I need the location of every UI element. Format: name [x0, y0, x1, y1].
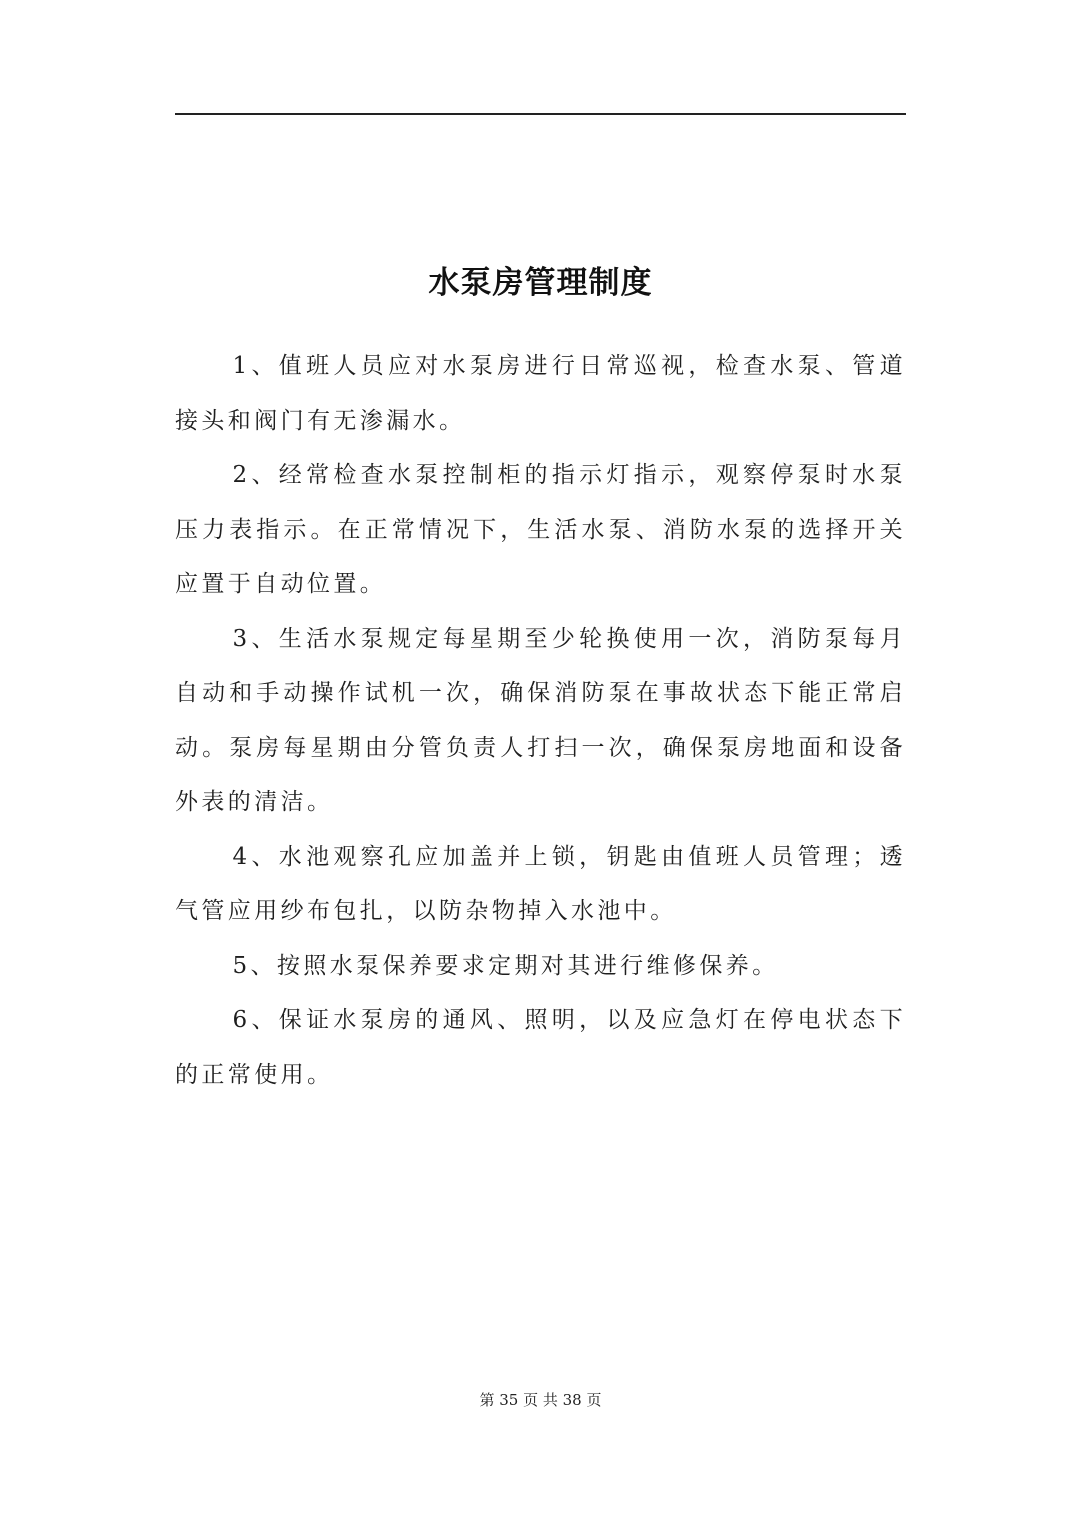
- paragraph-5: 5、按照水泵保养要求定期对其进行维修保养。: [232, 952, 779, 979]
- header-rule: [175, 113, 906, 115]
- paragraph-1: 1、值班人员应对水泵房进行日常巡视，检查水泵、管道接头和阀门有无渗漏水。: [175, 353, 906, 434]
- paragraph-6: 6、保证水泵房的通风、照明，以及应急灯在停电状态下的正常使用。: [175, 1007, 906, 1088]
- page-number-label: 第 35 页 共 38 页: [479, 1391, 602, 1409]
- document-title: 水泵房管理制度: [428, 265, 653, 301]
- paragraph-4: 4、水池观察孔应加盖并上锁，钥匙由值班人员管理；透气管应用纱布包扎，以防杂物掉入水池中。: [175, 843, 906, 924]
- page-footer: [175, 1388, 906, 1412]
- document-body: [175, 339, 906, 1102]
- paragraph-3: 3、生活水泵规定每星期至少轮换使用一次，消防泵每月自动和手动操作试机一次，确保消防泵在事故状态下能正常启动。泵房每星期由分管负责人打扫一次，确保泵房地面和设备外表的清洁。: [175, 625, 906, 815]
- paragraph-2: 2、经常检查水泵控制柜的指示灯指示，观察停泵时水泵压力表指示。在正常情况下，生活水泵、消防水泵的选择开关应置于自动位置。: [175, 462, 906, 597]
